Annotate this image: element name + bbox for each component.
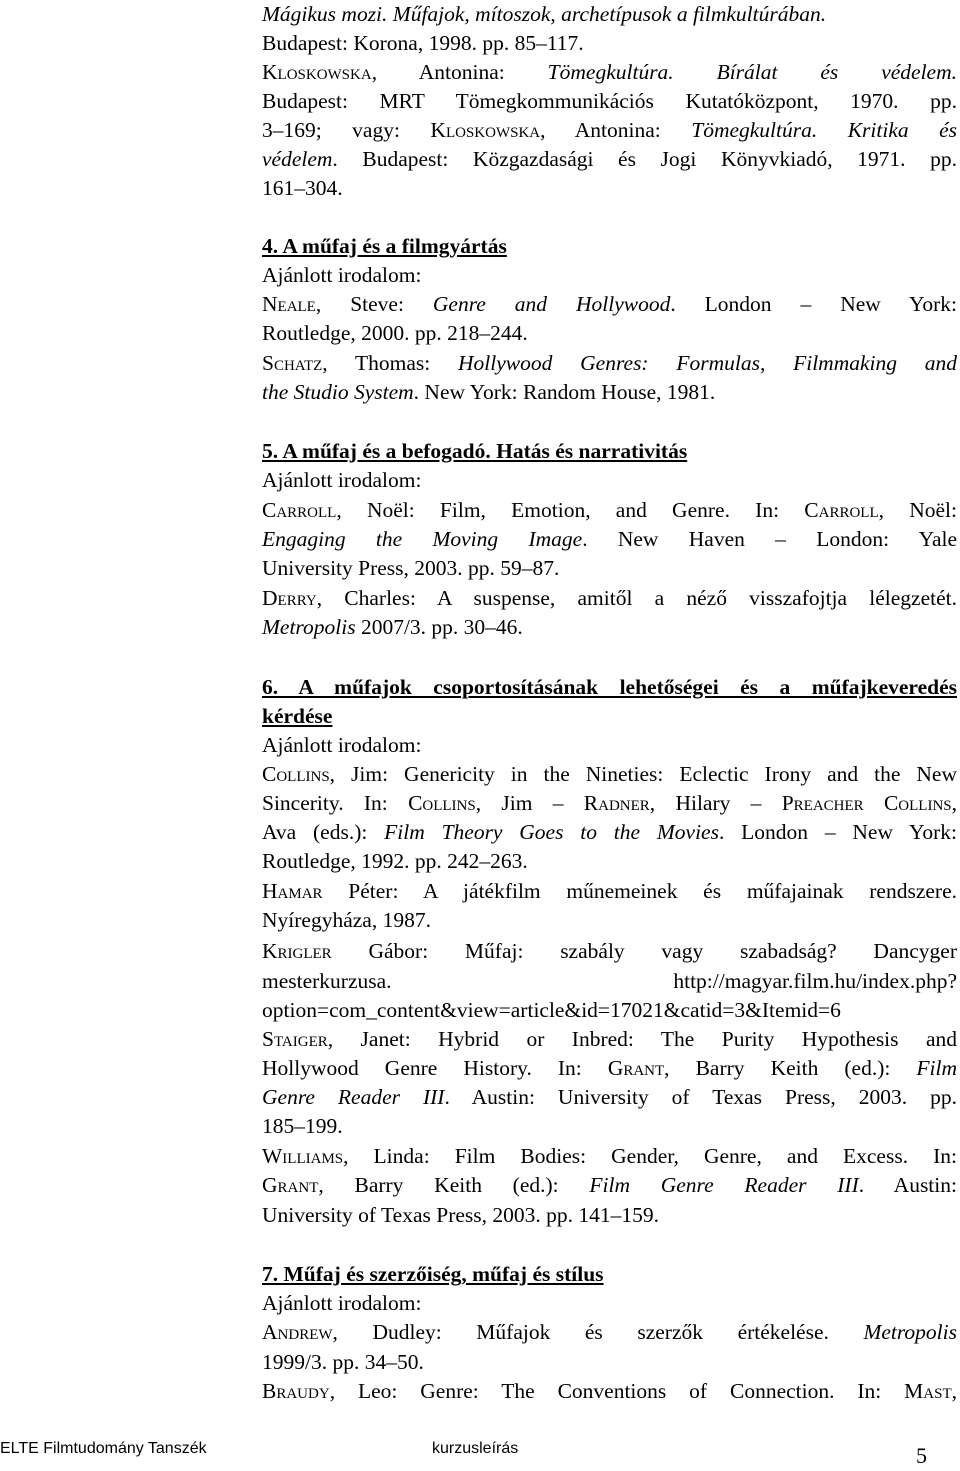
work-title: Mágikus mozi. Műfajok, mítoszok, archetípusok a filmkultúrában. xyxy=(262,2,827,26)
footer-doc-type: kurzusleírás xyxy=(432,1440,519,1457)
author-name: Preacher Collins xyxy=(781,791,952,815)
text-segment: , Barry Keith (ed.): xyxy=(318,1173,590,1197)
text-segment: Hollywood Genre History. In: xyxy=(262,1056,608,1080)
page-number: 5 xyxy=(916,1443,927,1468)
author-name: Kloskowska xyxy=(430,118,541,142)
text-line xyxy=(262,349,957,378)
text-line xyxy=(262,554,957,583)
text-line xyxy=(262,232,957,261)
section-heading: 7. Műfaj és szerzőiség, műfaj és stílus xyxy=(262,1262,604,1286)
text-line xyxy=(262,378,957,407)
text-line xyxy=(262,261,957,290)
text-line xyxy=(262,437,957,466)
text-segment: 2007/3. pp. 30–46. xyxy=(355,615,523,639)
section-heading: 5. A műfaj és a befogadó. Hatás és narrativitás xyxy=(262,439,688,463)
text-line xyxy=(262,1112,957,1141)
section-heading: 4. A műfaj és a filmgyártás xyxy=(262,234,507,258)
text-segment: . New York: Random House, 1981. xyxy=(413,380,716,404)
text-segment: Ava (eds.): xyxy=(262,820,385,844)
footer-department: ELTE Filmtudomány Tanszék xyxy=(0,1440,207,1457)
text-segment: Ajánlott irodalom: xyxy=(262,733,422,757)
text-line xyxy=(262,145,957,174)
text-segment: , Linda: Film Bodies: Gender, Genre, and Excess. In: xyxy=(343,1144,957,1168)
text-line xyxy=(262,1025,957,1054)
text-segment: Budapest: Korona, 1998. pp. 85–117. xyxy=(262,31,584,55)
text-line xyxy=(262,877,957,906)
author-name: Hamar xyxy=(262,879,323,903)
text-segment: , Leo: Genre: The Conventions of Connection. In: xyxy=(329,1379,905,1403)
text-line xyxy=(262,1083,957,1112)
author-name: Grant xyxy=(262,1173,319,1197)
work-title: the Studio System xyxy=(262,380,414,404)
text-line xyxy=(262,613,957,642)
text-line xyxy=(262,525,957,554)
text-line xyxy=(262,1260,957,1289)
text-line xyxy=(262,673,957,702)
author-name: Radner xyxy=(583,791,650,815)
author-name: Collins xyxy=(408,791,476,815)
section-heading: 6. A műfajok csoportosításának lehetőségei és a műfajkeveredés xyxy=(262,675,957,699)
text-line xyxy=(262,29,957,58)
section-heading: kérdése xyxy=(262,704,333,728)
text-line xyxy=(262,116,957,145)
text-segment: 3–169; vagy: xyxy=(262,118,431,142)
text-segment: . New Haven – London: Yale xyxy=(582,527,958,551)
text-line xyxy=(262,496,957,525)
text-segment: University Press, 2003. pp. 59–87. xyxy=(262,556,560,580)
text-segment: . Austin: University of Texas Press, 2003. pp. xyxy=(444,1085,957,1109)
text-segment: . Budapest: Közgazdasági és Jogi Könyvkiadó, 1971. pp. xyxy=(332,147,957,171)
work-title: Film xyxy=(916,1056,957,1080)
text-line xyxy=(262,319,957,348)
text-segment: , Charles: A suspense, amitől a néző visszafojtja lélegzetét. xyxy=(316,586,957,610)
text-line xyxy=(262,58,957,87)
text-segment: Routledge, 2000. pp. 218–244. xyxy=(262,321,528,345)
text-line xyxy=(262,847,957,876)
text-segment: Budapest: MRT Tömegkommunikációs Kutatóközpont, 1970. pp. xyxy=(262,89,957,113)
author-name: Williams xyxy=(262,1144,344,1168)
text-segment: 161–304. xyxy=(262,176,343,200)
text-line xyxy=(262,1318,957,1347)
text-segment: , xyxy=(951,791,957,815)
text-line xyxy=(262,1054,957,1083)
work-title: Genre and Hollywood xyxy=(432,292,671,316)
text-segment: 185–199. xyxy=(262,1114,343,1138)
text-segment: Ajánlott irodalom: xyxy=(262,263,422,287)
author-name: Neale xyxy=(262,292,316,316)
text-segment: , Antonina: xyxy=(371,60,548,84)
text-segment: Nyíregyháza, 1987. xyxy=(262,908,431,932)
text-segment: . Austin: xyxy=(858,1173,957,1197)
work-title: védelem xyxy=(262,147,333,171)
text-line xyxy=(262,818,957,847)
author-name: Grant xyxy=(607,1056,665,1080)
text-segment: Gábor: Műfaj: szabály vagy szabadság? Dancyger xyxy=(331,939,957,963)
text-segment: , Antonina: xyxy=(540,118,692,142)
text-segment: . London – New York: xyxy=(670,292,957,316)
text-segment: Ajánlott irodalom: xyxy=(262,1291,422,1315)
text-line xyxy=(262,290,957,319)
text-line xyxy=(262,466,957,495)
text-line xyxy=(262,87,957,116)
text-segment: , Noël: xyxy=(878,498,957,522)
text-segment: mesterkurzusa. http://magyar.film.hu/index.php? xyxy=(262,969,957,993)
text-segment: , Hilary – xyxy=(649,791,782,815)
text-line xyxy=(262,584,957,613)
text-line xyxy=(262,1201,957,1230)
work-title: Film Genre Reader III xyxy=(589,1173,859,1197)
text-segment: , xyxy=(951,1379,957,1403)
text-line xyxy=(262,1348,957,1377)
work-title: Tömegkultúra. Kritika és xyxy=(691,118,957,142)
author-name: Kloskowska xyxy=(262,60,372,84)
text-segment: , Janet: Hybrid or Inbred: The Purity Hypothesis and xyxy=(327,1027,957,1051)
text-segment: , Jim – xyxy=(475,791,584,815)
text-segment: , Jim: Genericity in the Nineties: Eclectic Irony and the New xyxy=(329,762,957,786)
text-segment: , Noël: Film, Emotion, and Genre. In: xyxy=(336,498,805,522)
author-name: Mast xyxy=(904,1379,952,1403)
author-name: Collins xyxy=(262,762,330,786)
text-segment: Sincerity. In: xyxy=(262,791,409,815)
text-segment: . London – New York: xyxy=(718,820,957,844)
author-name: Andrew xyxy=(262,1320,333,1344)
text-line xyxy=(262,760,957,789)
text-segment: , Dudley: Műfajok és szerzők értékelése. xyxy=(332,1320,864,1344)
text-line xyxy=(262,702,957,731)
text-line xyxy=(262,1142,957,1171)
text-line xyxy=(262,996,957,1025)
text-segment: , Steve: xyxy=(315,292,433,316)
text-line xyxy=(262,1171,957,1200)
text-line xyxy=(262,937,957,966)
author-name: Derry xyxy=(262,586,317,610)
text-segment: Ajánlott irodalom: xyxy=(262,468,422,492)
text-line xyxy=(262,731,957,760)
text-segment: , Thomas: xyxy=(322,351,459,375)
text-segment: Péter: A játékfilm műnemeinek és műfajainak rendszere. xyxy=(322,879,957,903)
text-line xyxy=(262,0,957,29)
text-segment: 1999/3. pp. 34–50. xyxy=(262,1350,424,1374)
text-line xyxy=(262,967,957,996)
author-name: Staiger xyxy=(262,1027,328,1051)
text-segment: University of Texas Press, 2003. pp. 141–159. xyxy=(262,1203,660,1227)
author-name: Carroll xyxy=(804,498,879,522)
text-segment: option=com_content&view=article&id=17021&catid=3&Itemid=6 xyxy=(262,998,841,1022)
author-name: Braudy xyxy=(262,1379,330,1403)
text-line xyxy=(262,1377,957,1406)
work-title: Hollywood Genres: Formulas, Filmmaking and xyxy=(458,351,957,375)
work-title: Metropolis xyxy=(863,1320,957,1344)
text-line xyxy=(262,1289,957,1318)
text-line xyxy=(262,906,957,935)
work-title: Film Theory Goes to the Movies xyxy=(384,820,719,844)
author-name: Carroll xyxy=(262,498,337,522)
text-line xyxy=(262,174,957,203)
work-title: Tömegkultúra. Bírálat és védelem. xyxy=(547,60,957,84)
work-title: Metropolis xyxy=(262,615,356,639)
author-name: Krigler xyxy=(262,939,332,963)
work-title: Engaging the Moving Image xyxy=(262,527,583,551)
text-segment: , Barry Keith (ed.): xyxy=(664,1056,917,1080)
work-title: Genre Reader III xyxy=(262,1085,445,1109)
author-name: Schatz xyxy=(262,351,323,375)
text-line xyxy=(262,789,957,818)
text-segment: Routledge, 1992. pp. 242–263. xyxy=(262,849,528,873)
